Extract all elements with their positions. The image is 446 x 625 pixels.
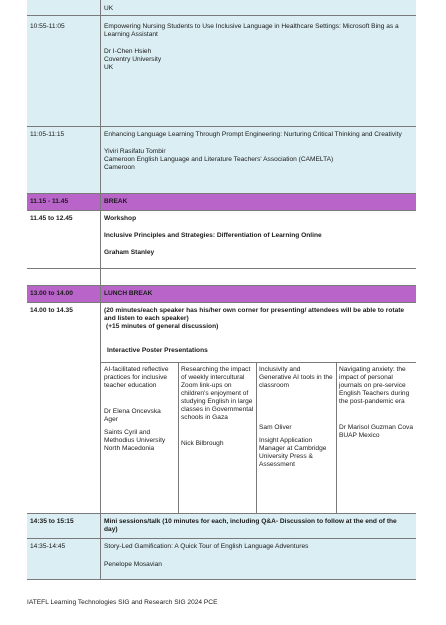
table-row [27, 127, 416, 194]
table-row [27, 194, 416, 211]
time-cell [27, 194, 101, 210]
session-cell [101, 194, 416, 210]
poster-speaker: Sam Oliver [259, 424, 292, 432]
session-country: UK [104, 5, 114, 12]
session-time: 14:35-14:45 [30, 543, 66, 550]
table-row [27, 16, 416, 127]
poster-title: Researching the impact of weekly intercultural Zoom link-ups on children's enjoyment of studying English in large classes in Governmental schools in Gaza [181, 366, 254, 422]
poster-country: North Macedonia [104, 445, 155, 453]
session-speaker: Dr I-Chen Hsieh [104, 48, 152, 56]
session-cell [101, 303, 416, 513]
session-title: Inclusive Principles and Strategies: Differentiation of Learning Online [104, 232, 322, 240]
time-cell [27, 303, 101, 513]
time-cell [27, 0, 101, 15]
poster-speaker: Dr Marisol Guzman Cova [339, 424, 414, 432]
time-cell [27, 269, 101, 285]
break-label: LUNCH BREAK [104, 290, 153, 297]
session-type: Workshop [104, 215, 137, 222]
session-time: 11.15 - 11.45 [30, 198, 69, 205]
table-row [27, 269, 416, 286]
mini-sessions-text: Mini sessions/talk (10 minutes for each, including Q&A- Discussion to follow at the end of the day) [104, 518, 397, 534]
poster-intro-discussion: (+15 minutes of general discussion) [106, 323, 219, 331]
poster-cell [178, 363, 256, 513]
poster-title: Inclusivity and Generative AI tools in the classroom [259, 366, 333, 390]
poster-org: Saints Cyril and Methodius University [104, 429, 166, 445]
time-cell [27, 514, 101, 538]
session-cell [101, 127, 416, 193]
session-title: Story-Led Gamification: A Quick Tour of English Language Adventures [104, 543, 309, 550]
poster-org: Insight Application Manager at Cambridge University Press & Assessment [259, 437, 327, 469]
poster-title: Navigating anxiety: the impact of personal journals on pre-service English Teachers during the post-pandemic era [339, 366, 410, 406]
session-cell [101, 514, 416, 538]
poster-cell [101, 363, 178, 513]
poster-speaker: Nick Bilbrough [181, 440, 224, 448]
session-org: Cameroon English Language and Literature Teachers' Association (CAMELTA) [104, 156, 334, 164]
poster-title: AI-facilitated reflective practices for inclusive teacher education [104, 366, 169, 390]
session-org: Coventry University [104, 56, 162, 64]
time-cell [27, 16, 101, 126]
session-cell [101, 16, 416, 126]
table-row [27, 514, 416, 539]
poster-heading: Interactive Poster Presentations [107, 347, 208, 354]
time-cell [27, 286, 101, 302]
poster-cell [336, 363, 416, 513]
session-country: UK [104, 64, 114, 72]
time-cell [27, 539, 101, 579]
session-cell [101, 211, 416, 268]
table-row [27, 286, 416, 303]
table-row [27, 303, 416, 514]
poster-speaker: Dr Elena Oncevska Ager [104, 408, 161, 424]
time-cell [27, 211, 101, 268]
table-row [27, 539, 416, 580]
session-title: Empowering Nursing Students to Use Inclusive Language in Healthcare Settings: Microsoft Bing as a Learning Assistant [104, 23, 399, 39]
session-time: 13.00 to 14.00 [30, 290, 73, 297]
session-speaker: Yiviri Rasifatu Tombir [104, 148, 166, 156]
poster-intro-text: (20 minutes/each speaker has his/her own corner for presenting/ attendees will be able to rotate and listen to each speaker) [104, 307, 405, 323]
session-country: Cameroon [104, 164, 135, 172]
session-title: Enhancing Language Learning Through Prompt Engineering: Nurturing Critical Thinking and Creativity [104, 131, 402, 138]
poster-intro [104, 307, 412, 331]
poster-org: BUAP Mexico [339, 432, 380, 440]
poster-cell [256, 363, 336, 513]
session-time: 14:35 to 15:15 [30, 518, 74, 525]
session-cell [101, 286, 416, 302]
session-speaker: Graham Stanley [104, 249, 155, 257]
session-time: 10:55-11:05 [30, 23, 65, 30]
session-cell [101, 539, 416, 579]
table-row [27, 0, 416, 16]
time-cell [27, 127, 101, 193]
poster-grid [101, 362, 416, 513]
session-speaker: Penelope Mosavian [104, 561, 162, 569]
session-time: 11:05-11:15 [30, 131, 65, 138]
session-time: 14.00 to 14.35 [30, 307, 73, 314]
table-row [27, 211, 416, 269]
session-time: 11.45 to 12.45 [30, 215, 73, 222]
session-cell [101, 0, 416, 15]
session-cell [101, 269, 416, 285]
page-footer: IATEFL Learning Technologies SIG and Research SIG 2024 PCE [27, 599, 218, 606]
break-label: BREAK [104, 198, 128, 205]
